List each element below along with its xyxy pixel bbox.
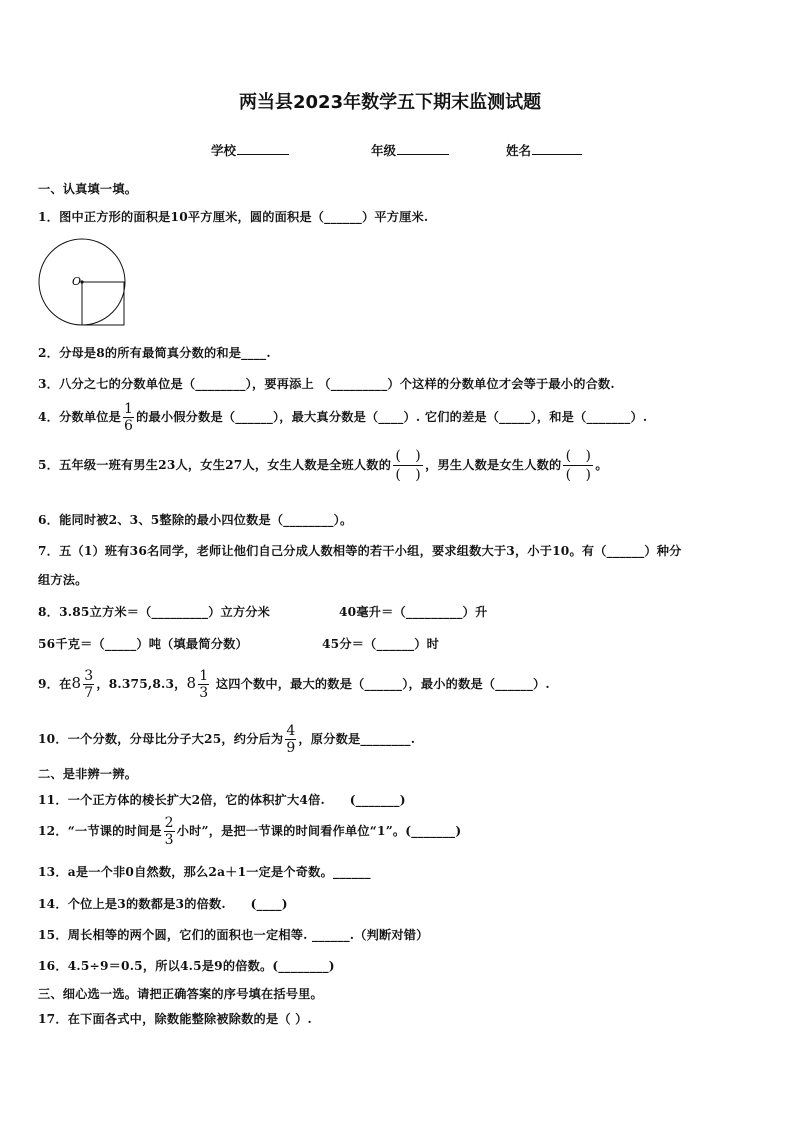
page-title: 两当县2023年数学五下期末监测试题 xyxy=(239,92,542,113)
fraction-four-ninths: $\frac{4}{9}$ xyxy=(286,723,296,756)
question-8-part-d: 45分＝（______）时 xyxy=(322,637,440,651)
question-11: 11．一个正方体的棱长扩大2倍，它的体积扩大4倍. (_______) xyxy=(38,793,406,807)
question-7-line-2: 组方法。 xyxy=(38,573,88,587)
question-8-part-a: 8．3.85立方米＝（_________）立方分米 xyxy=(38,605,271,619)
name-label: 姓名 xyxy=(506,143,532,158)
q4-suffix: 的最小假分数是（______），最大真分数是（____）. 它们的差是（_____），和是（_______）. xyxy=(136,410,648,424)
question-8-part-c: 56千克＝（_____）吨（填最简分数） xyxy=(38,637,248,651)
question-3: 3．八分之七的分数单位是（________），要再添上 （_________）个这样的分数单位才会等于最小的合数. xyxy=(38,377,615,391)
question-10 xyxy=(38,724,415,755)
center-label: O xyxy=(72,275,82,288)
q9-suffix: 这四个数中，最大的数是（______），最小的数是（______）. xyxy=(211,677,550,691)
circle-square-figure xyxy=(36,236,130,330)
mixed-number-1-whole: 8 xyxy=(71,674,82,692)
q10-prefix: 10．一个分数，分母比分子大25，约分后为 xyxy=(38,732,284,746)
question-5 xyxy=(38,449,608,482)
school-blank xyxy=(237,142,289,155)
fraction-denominator: 6 xyxy=(124,418,134,434)
name-field xyxy=(506,141,583,159)
question-14: 14．个位上是3的数都是3的倍数. (____) xyxy=(38,897,288,911)
q9-middle: ，8.375,8.3， xyxy=(96,677,187,691)
q9-prefix: 9．在 xyxy=(38,677,72,691)
grade-blank xyxy=(397,142,449,155)
q5-middle: ，男生人数是女生人数的 xyxy=(425,458,562,472)
fraction-two-thirds: $\frac{2}{3}$ xyxy=(164,815,174,848)
fraction-one-sixth xyxy=(123,402,134,433)
q12-suffix: 小时”，是把一节课的时间看作单位“1”。(_______) xyxy=(176,824,462,838)
mixed-number-2-fraction: $\frac{1}{3}$ xyxy=(199,668,209,701)
question-4 xyxy=(38,402,647,433)
question-13: 13．a是一个非0自然数，那么2a＋1一定是个奇数。______ xyxy=(38,865,371,879)
name-blank xyxy=(532,142,582,155)
question-16: 16．4.5÷9＝0.5，所以4.5是9的倍数。(________) xyxy=(38,959,335,973)
q4-prefix: 4．分数单位是 xyxy=(38,410,122,424)
section-3-heading: 三、细心选一选。请把正确答案的序号填在括号里。 xyxy=(38,987,323,1001)
q12-prefix: 12．“一节课的时间是 xyxy=(38,824,162,838)
section-2-heading: 二、是非辨一辨。 xyxy=(38,767,138,781)
question-6: 6．能同时被2、3、5整除的最小四位数是（________）。 xyxy=(38,513,353,527)
q5-end: 。 xyxy=(595,458,608,472)
mixed-number-2-whole: 8 xyxy=(186,674,197,692)
fraction-numerator: 1 xyxy=(124,401,134,417)
school-field xyxy=(211,141,290,159)
q10-suffix: ，原分数是________. xyxy=(298,732,416,746)
question-2: 2．分母是8的所有最简真分数的和是____. xyxy=(38,346,271,360)
question-12 xyxy=(38,816,461,847)
question-8-part-b: 40毫升＝（_________）升 xyxy=(339,605,488,619)
q5-prefix: 5．五年级一班有男生23人，女生27人，女生人数是全班人数的 xyxy=(38,458,392,472)
section-1-heading: 一、认真填一填。 xyxy=(38,182,138,196)
square-shape xyxy=(82,282,124,325)
question-17: 17．在下面各式中，除数能整除被除数的是（ ）. xyxy=(38,1012,312,1026)
grade-label: 年级 xyxy=(371,143,397,158)
school-label: 学校 xyxy=(211,143,237,158)
blank-fraction-1: ( ) ( ) xyxy=(393,449,423,482)
question-9 xyxy=(38,669,550,700)
question-1: 1．图中正方形的面积是10平方厘米，圆的面积是（______）平方厘米. xyxy=(38,210,429,224)
grade-field xyxy=(371,141,450,159)
blank-fraction-2: ( ) ( ) xyxy=(563,449,593,482)
question-7-line-1: 7．五（1）班有36名同学，老师让他们自己分成人数相等的若干小组，要求组数大于3，小于10。有（______）种分 xyxy=(38,544,682,558)
question-15: 15．周长相等的两个圆，它们的面积也一定相等. ______.（判断对错） xyxy=(38,928,429,942)
mixed-number-1-fraction: $\frac{3}{7}$ xyxy=(84,668,94,701)
